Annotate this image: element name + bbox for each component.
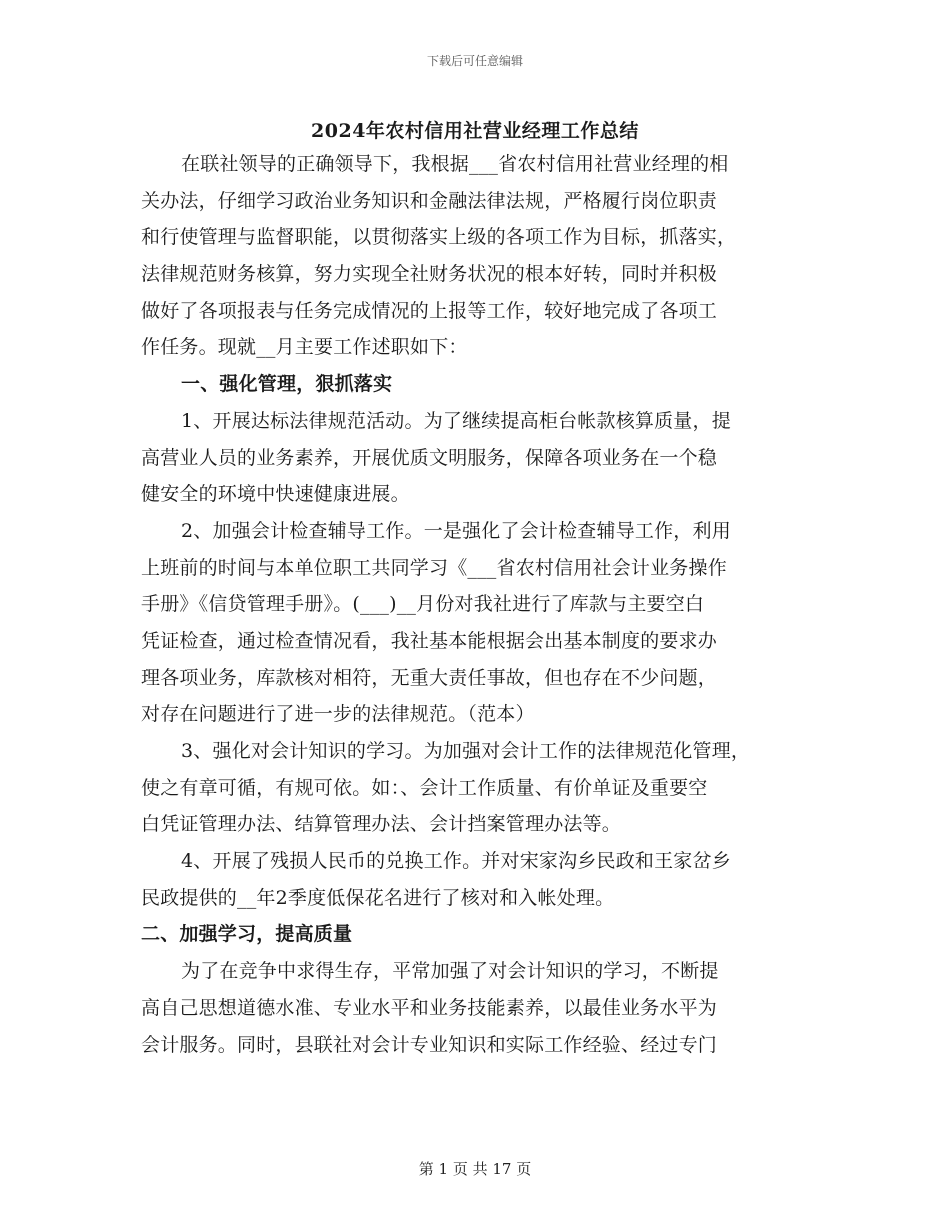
paragraph-line: 为了在竞争中求得生存，平常加强了对会计知识的学习，不断提	[181, 960, 719, 983]
section-heading: 一、强化管理，狠抓落实	[181, 373, 393, 396]
paragraph-line: 关办法，仔细学习政治业务知识和金融法律法规，严格履行岗位职责	[141, 189, 718, 212]
document-body	[141, 146, 821, 1063]
paragraph-line: 做好了各项报表与任务完成情况的上报等工作，较好地完成了各项工	[141, 299, 718, 322]
paragraph-line: 高营业人员的业务素养，开展优质文明服务，保障各项业务在一个稳	[141, 446, 718, 469]
paragraph-line: 作任务。现就__月主要工作述职如下：	[141, 336, 468, 359]
paragraph-line: 凭证检查，通过检查情况看，我社基本能根据会出基本制度的要求办	[141, 629, 718, 652]
document-title: 2024年农村信用社营业经理工作总结	[311, 120, 639, 142]
paragraph-line: 2、加强会计检查辅导工作。一是强化了会计检查辅导工作，利用	[181, 519, 731, 542]
paragraph-line: 上班前的时间与本单位职工共同学习《___省农村信用社会计业务操作	[141, 556, 727, 579]
paragraph-line: 白凭证管理办法、结算管理办法、会计挡案管理办法等。	[141, 813, 622, 836]
paragraph-line: 4、开展了残损人民币的兑换工作。并对宋家沟乡民政和王家岔乡	[181, 850, 731, 873]
paragraph-line: 理各项业务，库款核对相符，无重大责任事故，但也存在不少问题，	[141, 666, 718, 689]
paragraph-line: 民政提供的__年2季度低保花名进行了核对和入帐处理。	[141, 886, 615, 909]
page-number: 第 1 页 共 17 页	[418, 1160, 532, 1178]
paragraph-line: 对存在问题进行了进一步的法律规范。（范本）	[141, 703, 535, 726]
paragraph-line: 手册》《信贷管理手册》。(___)__月份对我社进行了库款与主要空白	[141, 593, 705, 616]
paragraph-line: 在联社领导的正确领导下，我根据___省农村信用社营业经理的相	[181, 153, 729, 175]
paragraph-line: 和行使管理与监督职能，以贯彻落实上级的各项工作为目标，抓落实，	[141, 226, 737, 249]
section-heading: 二、加强学习，提高质量	[141, 923, 353, 946]
paragraph-line: 健安全的环境中快速健康进展。	[141, 483, 410, 506]
paragraph-line: 使之有章可循，有规可依。如：、会计工作质量、有价单证及重要空	[141, 776, 708, 799]
paragraph-line: 会计服务。同时，县联社对会计专业知识和实际工作经验、经过专门	[141, 1033, 718, 1056]
paragraph-line: 法律规范财务核算，努力实现全社财务状况的根本好转，同时并积极	[141, 263, 718, 286]
paragraph-line: 3、强化对会计知识的学习。为加强对会计工作的法律规范化管理，	[181, 740, 751, 762]
paragraph-line: 高自己思想道德水准、专业水平和业务技能素养，以最佳业务水平为	[141, 996, 718, 1019]
page-header-note: 下载后可任意编辑	[426, 54, 523, 68]
paragraph-line: 1、开展达标法律规范活动。为了继续提高柜台帐款核算质量，提	[181, 409, 731, 432]
